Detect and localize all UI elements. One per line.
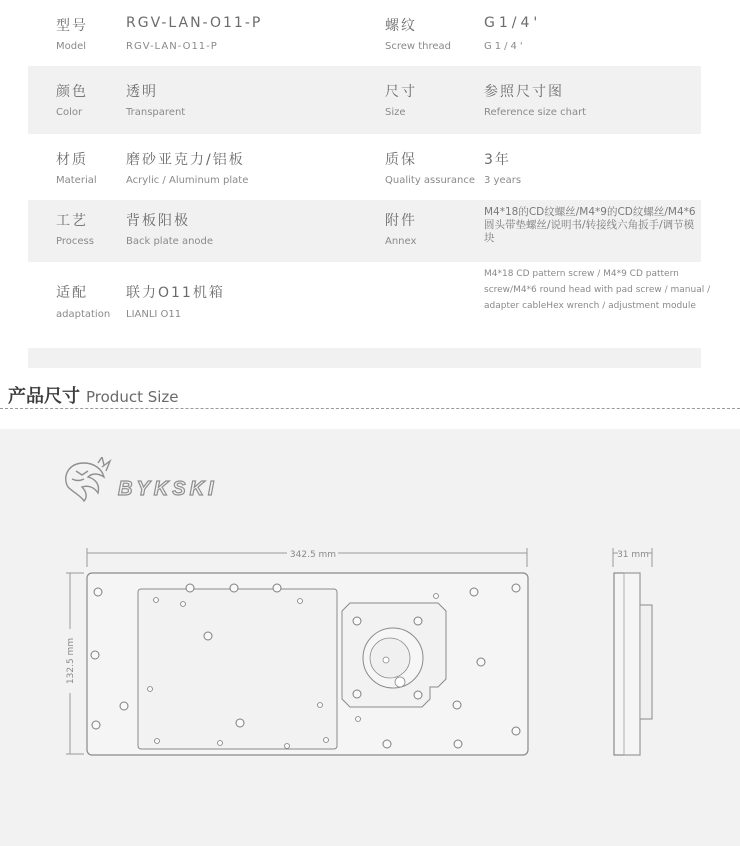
spec-value-en: Back plate anode [126, 236, 214, 247]
dimension-drawing [0, 529, 740, 769]
spec-label-en: adaptation [56, 309, 111, 320]
height-dimension-label: 132.5 mm [66, 637, 76, 685]
spec-value-en: Acrylic / Aluminum plate [126, 175, 249, 186]
spec-label-en: Quality assurance [385, 175, 476, 186]
section-divider [0, 408, 740, 409]
spec-label-zh: 质保 [385, 152, 417, 168]
spec-label-zh: 适配 [56, 285, 88, 301]
spec-value-en: LIANLI O11 [126, 309, 182, 320]
spec-label-zh: 材质 [56, 152, 88, 168]
spec-value-zh: 磨砂亚克力/铝板 [126, 152, 245, 168]
spec-value-en: Reference size chart [484, 107, 587, 118]
section-title-en: Product Size [86, 388, 179, 406]
section-title [8, 382, 179, 408]
spec-value-zh: 3年 [484, 152, 511, 168]
side-view-outline [614, 573, 640, 755]
spec-label-en: Model [56, 41, 87, 52]
side-view-terminal [640, 605, 652, 719]
spec-row-material [28, 134, 701, 200]
spec-row-process [28, 200, 701, 262]
spec-label-en: Process [56, 236, 94, 247]
depth-dimension-label: 31 mm [617, 550, 649, 560]
spec-label-en: Screw thread [385, 41, 452, 52]
spec-label-en: Annex [385, 236, 417, 247]
spec-row-adaptation [28, 262, 711, 348]
section-title-zh: 产品尺寸 [8, 386, 80, 407]
spec-label-en: Size [385, 107, 406, 118]
annex-value-zh: M4*18的CD纹螺丝/M4*9的CD纹螺丝/M4*6圆头带垫螺丝/说明书/转接线六角扳手/调节模块 [484, 206, 696, 244]
spec-value-zh: 背板阳极 [126, 213, 190, 229]
spec-value-en: G1/4' [484, 41, 526, 52]
spec-value-zh: 参照尺寸图 [484, 84, 564, 100]
spec-value-zh: RGV-LAN-O11-P [126, 15, 263, 31]
spec-label-zh: 型号 [56, 18, 88, 34]
pump-fitting [395, 677, 405, 687]
spec-value-zh: G1/4' [484, 15, 542, 31]
spec-value-en: Transparent [126, 107, 186, 118]
spec-row-color [28, 66, 701, 134]
brand-wordmark: BYKSKI [118, 478, 218, 500]
spec-label-zh: 螺纹 [385, 18, 417, 34]
spec-label-zh: 颜色 [56, 84, 88, 100]
spec-value-en: RGV-LAN-O11-P [126, 41, 218, 52]
brand-logo [58, 457, 238, 511]
spec-label-zh: 尺寸 [385, 84, 417, 100]
spec-label-zh: 工艺 [56, 213, 88, 229]
spec-label-en: Material [56, 175, 97, 186]
width-dimension-label: 342.5 mm [289, 550, 337, 560]
spec-table [28, 0, 711, 368]
spec-label-en: Color [56, 107, 83, 118]
dragon-logo-icon [58, 457, 238, 507]
spec-row-model [28, 0, 701, 66]
spec-row-spacer [28, 348, 701, 368]
spec-value-en: 3 years [484, 175, 522, 186]
spec-value-zh: 联力O11机箱 [126, 285, 225, 301]
spec-value-zh: 透明 [126, 84, 158, 100]
annex-value-en: M4*18 CD pattern screw / M4*9 CD pattern screw/M4*6 round head with pad screw / manual / adapter cableHex wrench / adjustment module [484, 269, 711, 311]
spec-label-zh: 附件 [385, 213, 417, 229]
pump-port [370, 638, 410, 678]
